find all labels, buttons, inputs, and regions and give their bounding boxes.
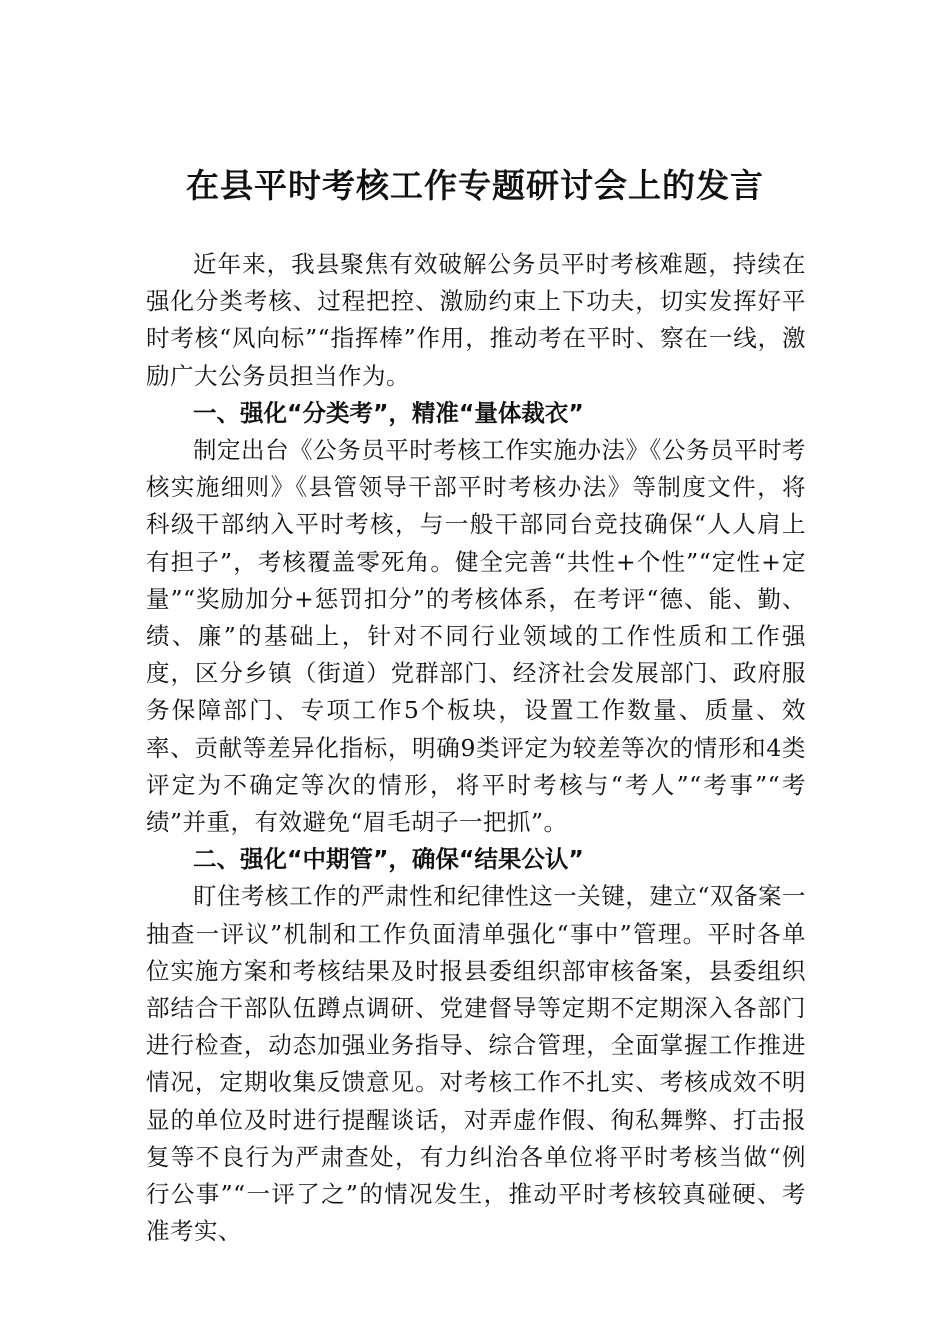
- document-body: [146, 246, 806, 1250]
- section-2-heading: 二、强化“中期管”，确保“结果公认”: [193, 845, 584, 874]
- document-title: 在县平时考核工作专题研讨会上的发言: [186, 166, 764, 205]
- intro-paragraph: 近年来，我县聚焦有效破解公务员平时考核难题，持续在强化分类考核、过程把控、激励约束上下功夫，切实发挥好平时考核“风向标”“指挥棒”作用，推动考在平时、察在一线，激励广大公务员担当作为。: [146, 250, 806, 390]
- section-1-paragraph: 制定出台《公务员平时考核工作实施办法》《公务员平时考核实施细则》《县管领导干部平时考核办法》等制度文件，将科级干部纳入平时考核，与一般干部同台竞技确保“人人肩上有担子”，考核覆盖零死角。健全完善“共性+个性”“定性+定量”“奖励加分+惩罚扣分”的考核体系，在考评“德、能、勤、绩、廉”的基础上，针对不同行业领域的工作性质和工作强度，区分乡镇（街道）党群部门、经济社会发展部门、政府服务保障部门、专项工作5个板块，设置工作数量、质量、效率、贡献等差异化指标，明确9类评定为较差等次的情形和4类评定为不确定等次的情形，将平时考核与“考人”“考事”“考绩”并重，有效避免“眉毛胡子一把抓”。: [146, 436, 806, 837]
- section-2-paragraph: 盯住考核工作的严肃性和纪律性这一关键，建立“双备案一抽查一评议”机制和工作负面清单强化“事中”管理。平时各单位实施方案和考核结果及时报县委组织部审核备案，县委组织部结合干部队伍蹲点调研、党建督导等定期不定期深入各部门进行检查，动态加强业务指导、综合管理，全面掌握工作推进情况，定期收集反馈意见。对考核工作不扎实、考核成效不明显的单位及时进行提醒谈话，对弄虚作假、徇私舞弊、打击报复等不良行为严肃查处，有力纠治各单位将平时考核当做“例行公事”“一评了之”的情况发生，推动平时考核较真碰硬、考准考实、: [146, 882, 806, 1246]
- section-1-heading: 一、强化“分类考”，精准“量体裁衣”: [193, 398, 584, 427]
